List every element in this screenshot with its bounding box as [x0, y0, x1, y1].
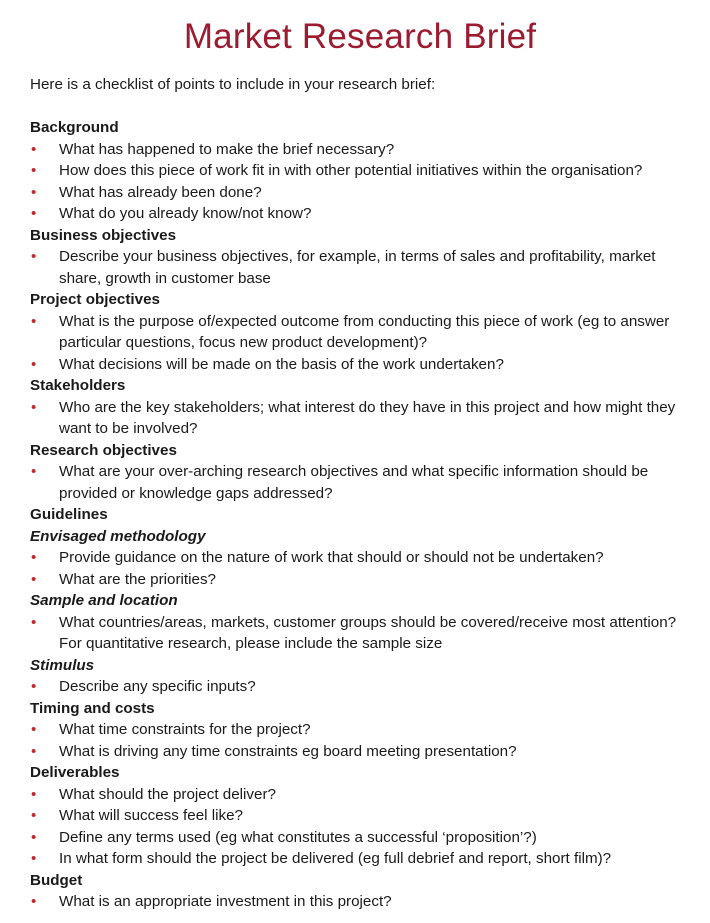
- bullet-icon: •: [31, 549, 37, 566]
- list-item: [30, 891, 690, 913]
- list-item-text: What is driving any time constraints eg board meeting presentation?: [59, 742, 517, 760]
- section-list-stakeholders: [30, 397, 690, 440]
- section-heading-guidelines: Guidelines: [30, 506, 108, 523]
- section-heading-budget: Budget: [30, 871, 83, 889]
- list-item-text: What has happened to make the brief necessary?: [59, 140, 395, 158]
- list-item-text: Describe any specific inputs?: [59, 678, 256, 695]
- bullet-icon: •: [31, 807, 37, 824]
- intro-text: Here is a checklist of points to include in your research brief:: [30, 76, 436, 93]
- list-item: [30, 311, 690, 354]
- list-item: [30, 676, 690, 698]
- list-item-text: What do you already know/not know?: [59, 205, 312, 222]
- bullet-icon: •: [31, 162, 37, 179]
- list-item: [30, 848, 690, 870]
- list-item-text: In what form should the project be delivered (eg full debrief and report, short film)?: [59, 850, 612, 867]
- section-heading-envisaged-methodology: Envisaged methodology: [30, 527, 206, 545]
- section-list-research-objectives: [30, 461, 690, 504]
- list-item: [30, 139, 690, 161]
- section-list-timing-and-costs: [30, 719, 690, 762]
- list-item: [30, 182, 690, 204]
- list-item: [30, 547, 690, 569]
- bullet-icon: •: [31, 613, 37, 631]
- bullet-icon: •: [31, 205, 37, 222]
- list-item: [30, 741, 690, 763]
- section-heading-research-objectives: Research objectives: [30, 441, 177, 459]
- list-item-text: Describe your business objectives, for example, in terms of sales and profitability, market share, growth in customer base: [59, 248, 656, 287]
- bullet-icon: •: [31, 678, 37, 695]
- section-heading-business-objectives: Business objectives: [30, 226, 177, 244]
- checklist-content: [30, 117, 690, 913]
- intro-spacer: [30, 96, 690, 118]
- section-heading-timing-and-costs: Timing and costs: [30, 699, 155, 717]
- list-item: [30, 805, 690, 827]
- section-heading-project-objectives: Project objectives: [30, 291, 160, 308]
- section-heading-stakeholders: Stakeholders: [30, 377, 126, 394]
- list-item-text: What is an appropriate investment in this project?: [59, 893, 392, 910]
- bullet-icon: •: [31, 463, 37, 480]
- list-item: [30, 569, 690, 591]
- bullet-icon: •: [31, 785, 37, 803]
- list-item: [30, 397, 690, 440]
- bullet-icon: •: [31, 893, 37, 910]
- section-list-stimulus: [30, 676, 690, 698]
- list-item-text: What countries/areas, markets, customer groups should be covered/receive most attention? For quantitative research, please include the sample size: [59, 613, 677, 652]
- list-item: [30, 612, 690, 655]
- bullet-icon: •: [31, 248, 37, 265]
- list-item: [30, 203, 690, 225]
- bullet-icon: •: [31, 850, 37, 867]
- bullet-icon: •: [31, 183, 37, 201]
- list-item: [30, 246, 690, 289]
- bullet-icon: •: [31, 398, 37, 416]
- list-item-text: How does this piece of work fit in with other potential initiatives within the organisation?: [59, 162, 643, 179]
- bullet-icon: •: [31, 570, 37, 588]
- list-item-text: What should the project deliver?: [59, 785, 276, 803]
- list-item-text: What decisions will be made on the basis of the work undertaken?: [59, 355, 504, 373]
- bullet-icon: •: [31, 312, 37, 330]
- bullet-icon: •: [31, 140, 37, 158]
- list-item: [30, 827, 690, 849]
- section-heading-background: Background: [30, 119, 119, 136]
- list-item: [30, 354, 690, 376]
- bullet-icon: •: [31, 742, 37, 760]
- list-item-text: What time constraints for the project?: [59, 721, 311, 738]
- section-list-project-objectives: [30, 311, 690, 376]
- section-heading-sample-and-location: Sample and location: [30, 592, 178, 609]
- list-item-text: Who are the key stakeholders; what interest do they have in this project and how might they want to be involved?: [59, 398, 676, 437]
- section-heading-stimulus: Stimulus: [30, 656, 95, 674]
- list-item: [30, 160, 690, 182]
- list-item: [30, 461, 690, 504]
- bullet-icon: •: [31, 828, 37, 846]
- bullet-icon: •: [31, 355, 37, 373]
- list-item-text: What are your over-arching research objectives and what specific information should be provided or knowledge gaps addressed?: [59, 463, 649, 502]
- page-title: Market Research Brief: [183, 17, 537, 56]
- section-list-envisaged-methodology: [30, 547, 690, 590]
- list-item-text: Define any terms used (eg what constitutes a successful ‘proposition’?): [59, 828, 537, 846]
- section-list-sample-and-location: [30, 612, 690, 655]
- list-item: [30, 719, 690, 741]
- section-heading-deliverables: Deliverables: [30, 764, 120, 781]
- list-item-text: What are the priorities?: [59, 570, 217, 588]
- section-list-background: [30, 139, 690, 225]
- list-item-text: What will success feel like?: [59, 807, 244, 824]
- list-item: [30, 784, 690, 806]
- list-item-text: Provide guidance on the nature of work that should or should not be undertaken?: [59, 549, 604, 566]
- list-item-text: What has already been done?: [59, 183, 262, 201]
- section-list-budget: [30, 891, 690, 913]
- section-list-deliverables: [30, 784, 690, 870]
- list-item-text: What is the purpose of/expected outcome from conducting this piece of work (eg to answer particular questions, focus new product development)?: [59, 312, 670, 351]
- section-list-business-objectives: [30, 246, 690, 289]
- bullet-icon: •: [31, 721, 37, 738]
